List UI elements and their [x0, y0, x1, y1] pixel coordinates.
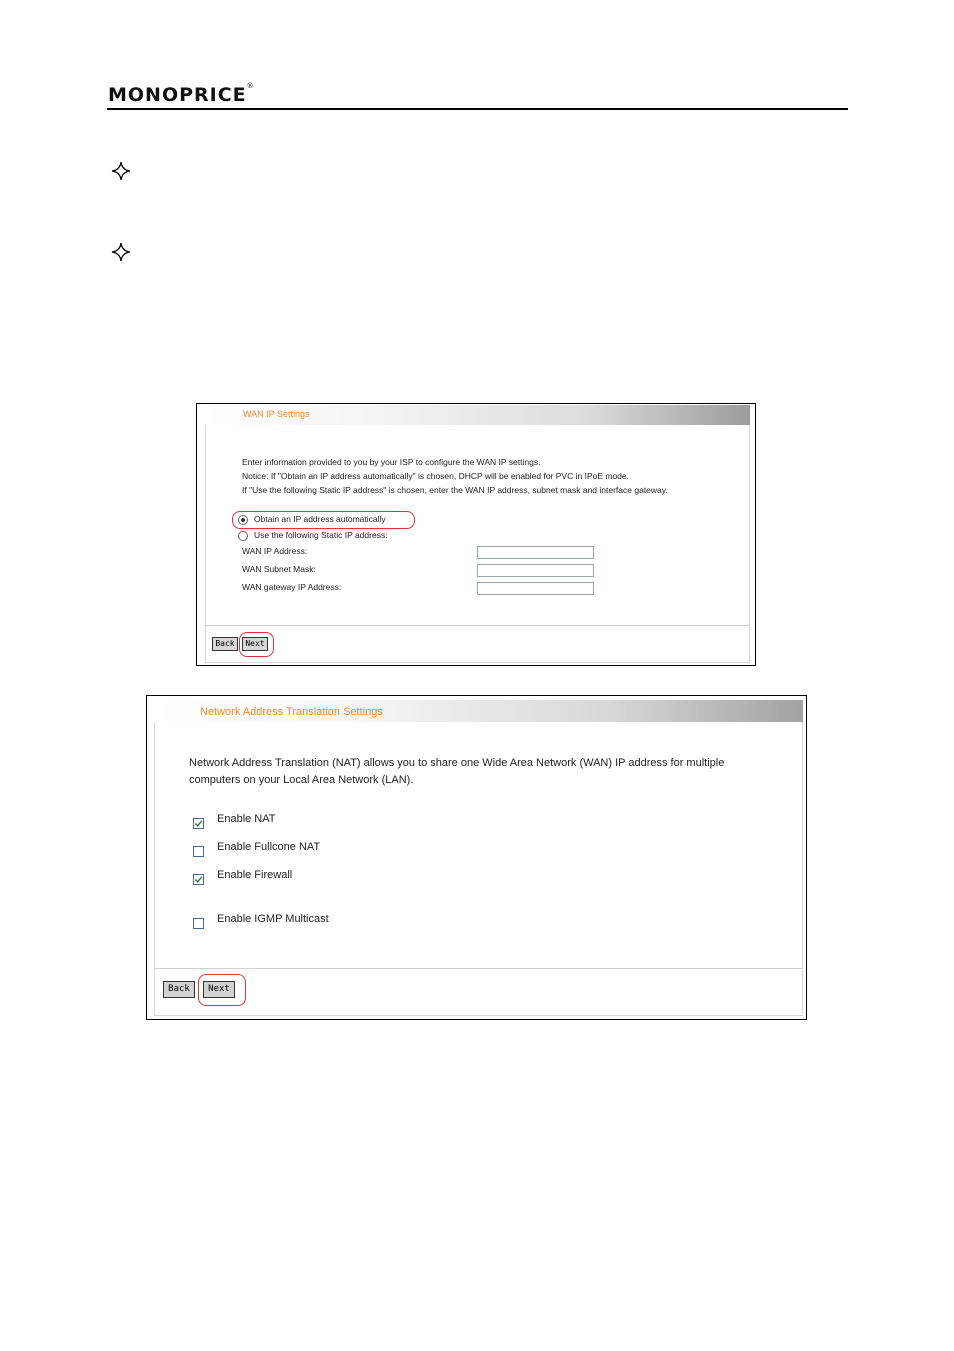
enable-firewall-label: Enable Firewall: [217, 869, 293, 881]
wan-ip-label: WAN IP Address:: [242, 546, 308, 556]
enable-fullcone-nat-label: Enable Fullcone NAT: [217, 841, 321, 853]
sparkle-bullet-icon: [111, 161, 131, 181]
nat-footer-divider: [155, 968, 802, 969]
nat-description-line2: computers on your Local Area Network (LAN).: [189, 774, 414, 786]
wan-intro-text: Enter information provided to you by your ISP to configure the WAN IP settings.: [242, 457, 541, 467]
wan-back-button[interactable]: Back: [212, 637, 238, 651]
wan-subnet-input[interactable]: [477, 564, 594, 577]
nat-panel-body: [154, 722, 803, 1016]
enable-igmp-multicast-label: Enable IGMP Multicast: [217, 913, 329, 925]
nat-description-line1: Network Address Translation (NAT) allows you to share one Wide Area Network (WAN) IP address for multiple: [189, 757, 725, 769]
enable-firewall-checkbox[interactable]: [193, 874, 204, 885]
checkmark-icon: [194, 875, 203, 884]
nat-panel-title: Network Address Translation Settings: [200, 706, 383, 718]
obtain-auto-label: Obtain an IP address automatically: [254, 514, 386, 524]
wan-gateway-input[interactable]: [477, 582, 594, 595]
nat-next-button[interactable]: Next: [203, 981, 235, 998]
checkmark-icon: [194, 819, 203, 828]
nat-back-button[interactable]: Back: [163, 981, 195, 998]
wan-ip-input[interactable]: [477, 546, 594, 559]
wan-panel-title: WAN IP Settings: [243, 409, 310, 419]
enable-fullcone-nat-checkbox[interactable]: [193, 846, 204, 857]
header-divider: [107, 108, 848, 110]
wan-panel-body: [205, 425, 750, 663]
wan-subnet-label: WAN Subnet Mask:: [242, 564, 316, 574]
monoprice-logo: [108, 84, 254, 106]
nat-panel-header: [154, 700, 803, 722]
wan-ip-settings-screenshot: [196, 403, 756, 666]
wan-footer-divider: [206, 625, 749, 626]
enable-igmp-multicast-checkbox[interactable]: [193, 918, 204, 929]
logo-text: MONOPRICE: [108, 84, 247, 106]
static-ip-label: Use the following Static IP address:: [254, 530, 388, 540]
nat-settings-screenshot: [146, 695, 807, 1020]
obtain-auto-radio[interactable]: [238, 515, 248, 525]
wan-next-button[interactable]: Next: [242, 637, 268, 651]
wan-panel-header: [205, 405, 750, 425]
registered-mark: ®: [246, 82, 254, 90]
static-ip-radio[interactable]: [238, 531, 248, 541]
wan-gateway-label: WAN gateway IP Address:: [242, 582, 342, 592]
wan-notice-text: Notice: If "Obtain an IP address automatically" is chosen, DHCP will be enabled for PVC in IPoE mode.: [242, 471, 629, 481]
highlight-oval: [198, 974, 246, 1006]
highlight-oval: [239, 632, 274, 657]
enable-nat-label: Enable NAT: [217, 813, 276, 825]
enable-nat-checkbox[interactable]: [193, 818, 204, 829]
sparkle-bullet-icon: [111, 242, 131, 262]
wan-static-note: If "Use the following Static IP address" is chosen, enter the WAN IP address, subnet mask and interface gateway.: [242, 485, 668, 495]
